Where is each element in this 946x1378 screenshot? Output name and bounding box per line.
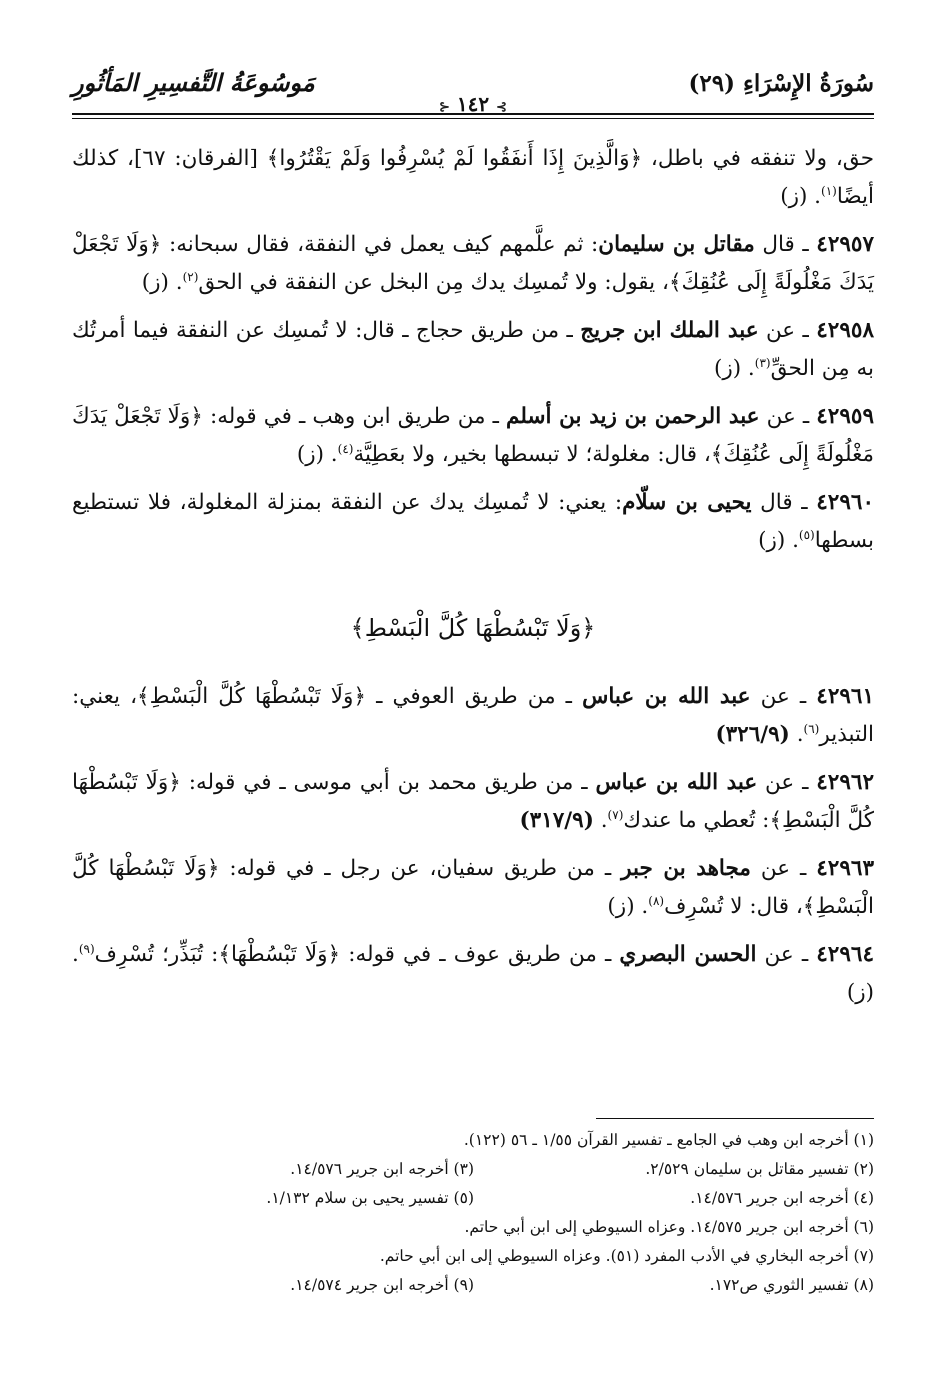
narration-entry xyxy=(72,398,874,474)
text: ، قال: مغلولة؛ لا تبسطها بخير، ولا بعَطِيَّة xyxy=(353,442,711,467)
narration-entry xyxy=(72,312,874,388)
main-content xyxy=(72,140,874,1022)
quran-verse: ﴿وَلَا تَجْعَلْ يَدَكَ مَغْلُولَةً إِلَى عُنُقِكَ﴾ xyxy=(72,232,874,295)
footnote-divider xyxy=(596,1118,874,1119)
entry-number: ٤٢٩٦٤ xyxy=(816,942,874,967)
text: : يعني: لا تُمسِك يدك عن النفقة بمنزلة المغلولة، فلا تستطيع بسطها xyxy=(72,490,874,553)
page-header xyxy=(72,62,874,118)
ornament-left-icon: ⊰ xyxy=(439,100,450,115)
ornament-right-icon: ⊱ xyxy=(496,100,507,115)
footnote-marker[interactable]: (٧) xyxy=(607,807,624,822)
footnote-marker[interactable]: (١) xyxy=(821,183,837,198)
narrator-name: عبد الله بن عباس xyxy=(582,684,751,709)
text: [الفرقان: ٦٧]، كذلك أيضًا xyxy=(72,146,874,209)
narration-entry xyxy=(72,936,874,1012)
entry-number: ٤٢٩٦٣ xyxy=(816,856,874,881)
page-number: ١٤٢ xyxy=(456,92,490,116)
surah-title: سُورَةُ الإِسْرَاءِ (٢٩) xyxy=(688,70,874,97)
text: ـ عن xyxy=(759,404,817,429)
quran-verse: ﴿وَلَا تَبْسُطْهَا﴾ xyxy=(218,942,341,967)
footnote-6: (٦) أخرجه ابن جرير ١٤/٥٧٥. وعزاه السيوطي إلى ابن أبي حاتم. xyxy=(464,1218,874,1236)
footnote-row xyxy=(72,1155,874,1184)
text: . (ز) xyxy=(72,942,874,1005)
narrator-name: مجاهد بن جبر xyxy=(621,856,751,881)
footnote-2: (٢) تفسير مقاتل بن سليمان ٢/٥٢٩. xyxy=(645,1160,874,1178)
narration-entry xyxy=(72,226,874,302)
narrator-name: الحسن البصري xyxy=(619,942,757,967)
footnote-3: (٣) أخرجه ابن جرير ١٤/٥٧٦. xyxy=(290,1160,474,1178)
narration-entry xyxy=(72,678,874,754)
entry-number: ٤٢٩٥٧ xyxy=(816,232,875,257)
footnotes xyxy=(72,1126,874,1300)
text: ـ عن xyxy=(758,318,817,343)
footnote-marker[interactable]: (٣) xyxy=(754,355,771,370)
footnote-8: (٨) تفسير الثوري ص١٧٢. xyxy=(709,1276,874,1294)
footnote-marker[interactable]: (٨) xyxy=(648,893,665,908)
quran-verse: ﴿وَلَا تَبْسُطْهَا كُلَّ الْبَسْطِ﴾ xyxy=(137,684,366,709)
quran-verse: ﴿وَلَا تَبْسُطْهَا كُلَّ الْبَسْطِ﴾ xyxy=(72,856,874,919)
footnote-marker[interactable]: (٩) xyxy=(78,941,95,956)
text: ـ من طريق ابن وهب ـ في قوله: xyxy=(202,404,507,429)
narrator-name: عبد الملك ابن جريج xyxy=(580,318,759,343)
volume-reference: (٣٢٦/٩) xyxy=(715,722,790,747)
text: ، يقول: ولا تُمسِك يدك مِن البخل عن النفقة في الحق xyxy=(198,270,669,295)
book-title: مَوسُوعَةُ التَّفسِيرِ المَأثُورِ xyxy=(72,68,315,97)
footnote-marker[interactable]: (٢) xyxy=(182,269,199,284)
quran-verse: ﴿وَلَا تَبْسُطْهَا كُلَّ الْبَسْطِ﴾ xyxy=(72,770,874,833)
footnote-row xyxy=(72,1213,874,1242)
narration-entry xyxy=(72,764,874,840)
entry-number: ٤٢٩٦١ xyxy=(816,684,875,709)
text: ـ من طريق حجاج ـ قال: لا تُمسِك عن النفقة فيما أمرتُك به مِن الحقِّ xyxy=(72,318,874,381)
quran-verse: ﴿وَلَا تَجْعَلْ يَدَكَ مَغْلُولَةً إِلَى عُنُقِكَ﴾ xyxy=(72,404,874,467)
text: . (ز) xyxy=(141,270,183,295)
entry-number: ٤٢٩٦٠ xyxy=(816,490,874,515)
footnote-5: (٥) تفسير يحيى بن سلام ١/١٣٢. xyxy=(266,1189,474,1207)
quran-verse: ﴿وَالَّذِينَ إِذَا أَنفَقُوا لَمْ يُسْرِفُوا وَلَمْ يَقْتُرُوا﴾ xyxy=(266,146,643,171)
footnote-row xyxy=(72,1184,874,1213)
footnote-9: (٩) أخرجه ابن جرير ١٤/٥٧٤. xyxy=(290,1276,474,1294)
text: حق، ولا تنفقه في باطل، xyxy=(642,146,874,171)
header-rule-thick xyxy=(72,113,874,115)
text: ـ عن xyxy=(750,856,817,881)
text: ـ قال xyxy=(751,490,817,515)
footnote-marker[interactable]: (٤) xyxy=(337,441,354,456)
text: ـ عن xyxy=(757,770,817,795)
narrator-name: يحيى بن سلّام xyxy=(622,490,752,515)
text: . (ز) xyxy=(607,894,649,919)
text: ـ من طريق العوفي ـ xyxy=(366,684,583,709)
footnote-row xyxy=(72,1271,874,1300)
header-rule-thin xyxy=(72,118,874,119)
text: ، قال: لا تُسْرِف xyxy=(664,894,803,919)
text: ـ من طريق سفيان، عن رجل ـ في قوله: xyxy=(219,856,622,881)
text: . (ز) xyxy=(296,442,338,467)
entry-number: ٤٢٩٦٢ xyxy=(816,770,874,795)
text: : ثم علَّمهم كيف يعمل في النفقة، فقال سبحانه: xyxy=(161,232,599,257)
text: . (ز) xyxy=(713,356,755,381)
narrator-name: مقاتل بن سليمان xyxy=(598,232,755,257)
text: ـ عن xyxy=(750,684,817,709)
narration-entry xyxy=(72,484,874,560)
text: . (ز) xyxy=(758,528,799,553)
text: ـ عن xyxy=(756,942,817,967)
footnote-7: (٧) أخرجه البخاري في الأدب المفرد (٥١). وعزاه السيوطي إلى ابن أبي حاتم. xyxy=(379,1247,874,1265)
footnote-row xyxy=(72,1126,874,1155)
text: . (ز) xyxy=(780,184,822,209)
footnote-1: (١) أخرجه ابن وهب في الجامع ـ تفسير القرآن ١/٥٥ ـ ٥٦ (١٢٢). xyxy=(463,1131,874,1149)
section-heading: ﴿وَلَا تَبْسُطْهَا كُلَّ الْبَسْطِ﴾ xyxy=(350,614,596,642)
narration-entry xyxy=(72,850,874,926)
text: . xyxy=(593,808,608,833)
text: . xyxy=(789,722,804,747)
footnote-marker[interactable]: (٥) xyxy=(798,527,815,542)
footnote-marker[interactable]: (٦) xyxy=(803,721,820,736)
text: : تُعطي ما عندك xyxy=(623,808,770,833)
text: : تُبَذِّر؛ تُسْرِف xyxy=(94,942,219,967)
footnote-row xyxy=(72,1242,874,1271)
text: ـ من طريق محمد بن أبي موسى ـ في قوله: xyxy=(180,770,596,795)
narrator-name: عبد الله بن عباس xyxy=(595,770,758,795)
text: ـ من طريق عوف ـ في قوله: xyxy=(340,942,620,967)
volume-reference: (٣١٧/٩) xyxy=(519,808,594,833)
text: ، يعني: التبذير xyxy=(72,684,874,747)
footnote-4: (٤) أخرجه ابن جرير ١٤/٥٧٦. xyxy=(690,1189,874,1207)
entry-number: ٤٢٩٥٨ xyxy=(816,318,874,343)
paragraph-continuation xyxy=(72,140,874,216)
narrator-name: عبد الرحمن بن زيد بن أسلم xyxy=(506,404,760,429)
text: ـ قال xyxy=(754,232,817,257)
entry-number: ٤٢٩٥٩ xyxy=(816,404,874,429)
